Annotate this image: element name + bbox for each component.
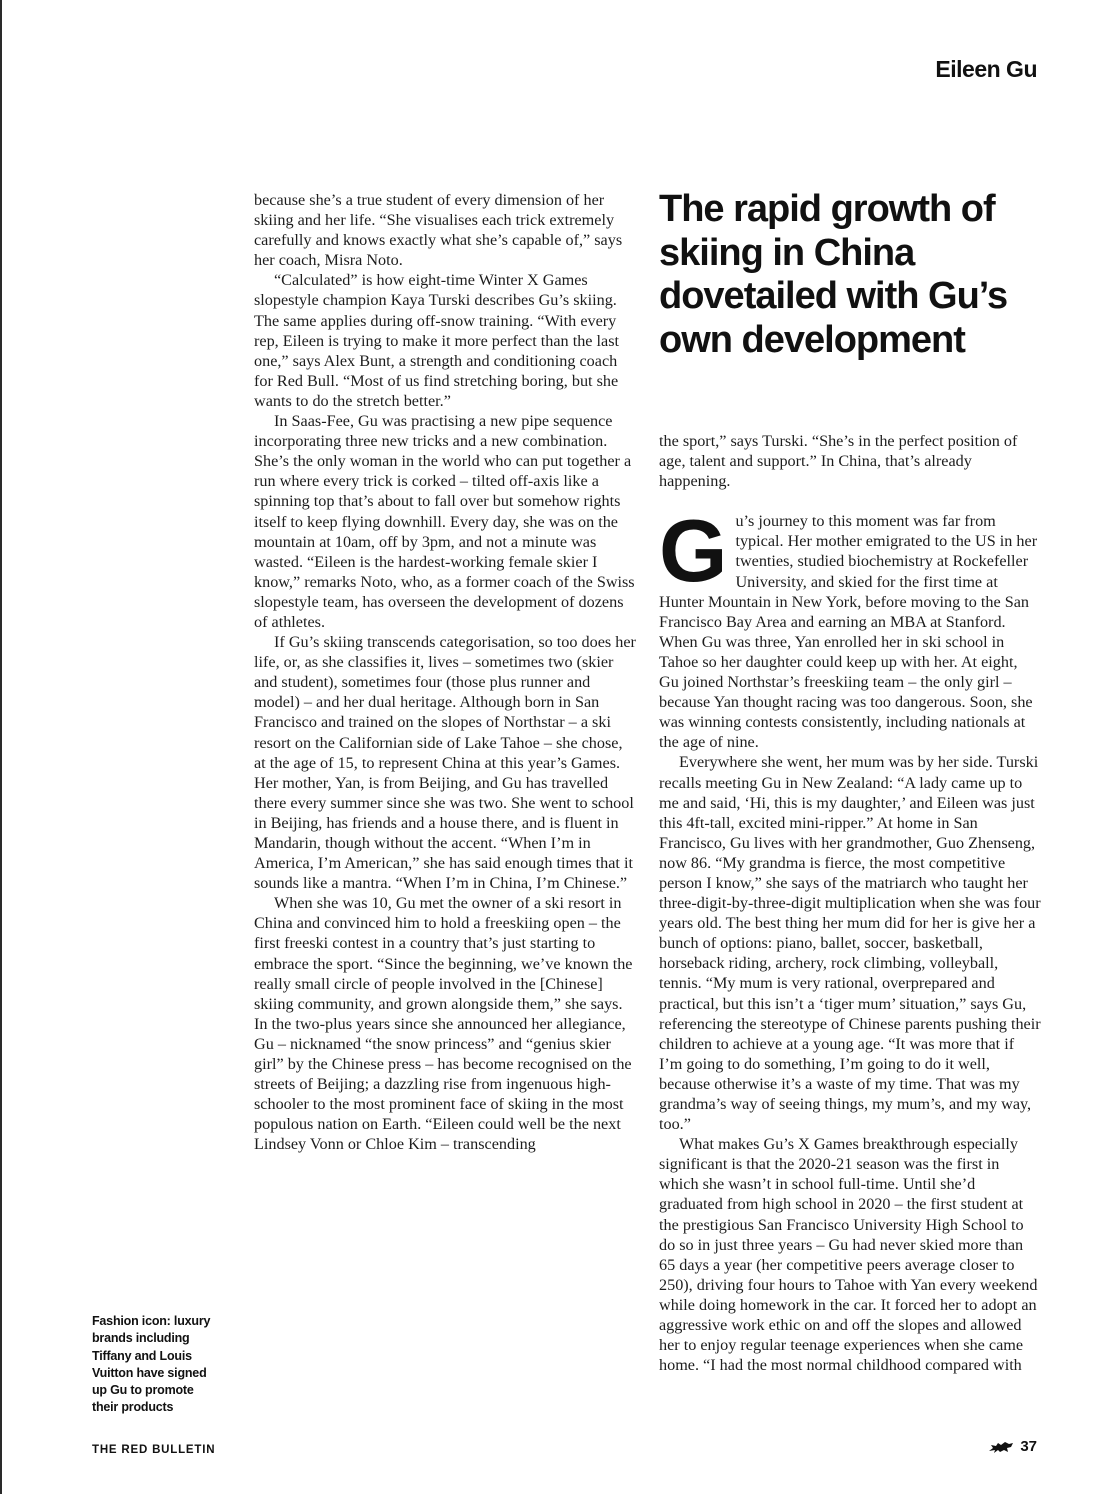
body-paragraph: If Gu’s skiing transcends categorisation, so too does her life, or, as she classifies it, lives – sometimes two (skier and student), sometimes four (those plus runner and model) – and her dual heritage. Although born in San Francisco and trained on the slopes of Northstar – a ski resort on the Californian side of Lake Tahoe – she chose, at the age of 15, to represent China at this year’s Games. Her mother, Yan, is from Beijing, and Gu has travelled there every summer since she was two. She went to school in Beijing, has friends and a house there, and is fluent in Mandarin, though without the accent. “When I’m in America, I’m American,” she has said enough times that it sounds like a mantra. “When I’m in China, I’m Chinese.” — [254, 633, 636, 893]
body-paragraph: When she was 10, Gu met the owner of a ski resort in China and convinced him to hold a freeskiing open – the first freeski contest in a country that’s just starting to embrace the sport. “Since the beginning, we’ve known the really small circle of people involved in the [Chinese] skiing community, and grown alongside them,” she says. In the two-plus years since she announced her allegiance, Gu – nicknamed “the snow princess” and “genius skier girl” by the Chinese press – has become recognised on the streets of Beijing; a dazzling rise from ingenuous high-schooler to the most prominent face of skiing in the most populous nation on Earth. “Eileen could well be the next Lindsey Vonn or Chloe Kim – transcending — [254, 894, 633, 1154]
body-paragraph: “Calculated” is how eight-time Winter X Games slopestyle champion Kaya Turski describes Gu’s skiing. The same applies during off-snow training. “With every rep, Eileen is trying to make it more perfect than the last one,” says Alex Bunt, a strength and conditioning coach for Red Bull. “Most of us find stretching boring, but she wants to do the stretch better.” — [254, 271, 619, 410]
page-edge-line — [0, 0, 2, 1494]
pull-quote: The rapid growth of skiing in China dovetailed with Gu’s own development — [659, 188, 1008, 361]
drop-cap: G — [659, 501, 728, 601]
red-bull-logo-icon — [988, 1439, 1014, 1455]
left-column — [254, 190, 638, 1155]
photo-caption: Fashion icon: luxury brands including Tiffany and Louis Vuitton have signed up Gu to promote their products — [92, 1314, 211, 1415]
page-footer — [988, 1438, 1037, 1455]
right-column — [659, 431, 1041, 1375]
publication-name: THE RED BULLETIN — [92, 1444, 216, 1456]
section-title: Eileen Gu — [935, 56, 1037, 82]
dropcap-paragraph — [659, 501, 1041, 752]
body-paragraph: the sport,” says Turski. “She’s in the perfect position of age, talent and support.” In China, that’s already happening. — [659, 432, 1018, 491]
page-number: 37 — [1020, 1438, 1037, 1455]
body-paragraph: Everywhere she went, her mum was by her side. Turski recalls meeting Gu in New Zealand: “A lady came up to me and said, ‘Hi, this is my daughter,’ and Eileen was just this 4ft-tall, excited mini-ripper.” At home in San Francisco, Gu lives with her grandmother, Guo Zhenseng, now 86. “My grandma is fierce, the most competitive person I know,” she says of the matriarch who taught her three-digit-by-three-digit multiplication when she was four years old. The best thing her mum did for her is give her a bunch of options: piano, ballet, soccer, basketball, horseback riding, archery, rock climbing, volleyball, tennis. “My mum is very rational, overprepared and practical, but this isn’t a ‘tiger mum’ situation,” says Gu, referencing the stereotype of Chinese parents pushing their children to achieve at a young age. “It was more that if I’m going to do something, I’m going to do it well, because otherwise it’s a waste of my time. That was my grandma’s way of seeing things, my mum’s, and my way, too.” — [659, 753, 1041, 1134]
body-paragraph: What makes Gu’s X Games breakthrough especially significant is that the 2020-21 season was the first in which she wasn’t in school full-time. Until she’d graduated from high school in 2020 – the first student at the prestigious San Francisco University High School to do so in just three years – Gu had never skied more than 65 days a year (her competitive peers average closer to 250), driving four hours to Tahoe with Yan every weekend while doing homework in the car. It forced her to adopt an aggressive work ethic on and off the slopes and allowed her to enjoy regular teenage experiences when she came home. “I had the most normal childhood compared with — [659, 1135, 1038, 1375]
dropcap-paragraph-text: u’s journey to this moment was far from typical. Her mother emigrated to the US in her twenties, studied biochemistry at Rockefeller University, and skied for the first time at Hunter Mountain in New York, before moving to the San Francisco Bay Area and earning an MBA at Stanford. When Gu was three, Yan enrolled her in ski school in Tahoe so her daughter could keep up with her. At eight, Gu joined Northstar’s freeskiing team – the only girl – because Yan thought racing was too dangerous. Soon, she was winning contests consistently, including nationals at the age of nine. — [659, 512, 1038, 752]
body-paragraph: In Saas-Fee, Gu was practising a new pipe sequence incorporating three new tricks and a new combination. She’s the only woman in the world who can put together a run where every trick is corked – tilted off-axis like a spinning top that’s about to fall over but somehow rights itself to keep flying downhill. Every day, she was on the mountain at 10am, off by 3pm, and not a minute was wasted. “Eileen is the hardest-working female skier I know,” remarks Noto, who, as a former coach of the Swiss slopestyle team, has overseen the development of dozens of athletes. — [254, 412, 635, 631]
body-paragraph: because she’s a true student of every dimension of her skiing and her life. “She visualises each trick extremely carefully and knows exactly what she’s capable of,” says her coach, Misra Noto. — [254, 191, 623, 270]
